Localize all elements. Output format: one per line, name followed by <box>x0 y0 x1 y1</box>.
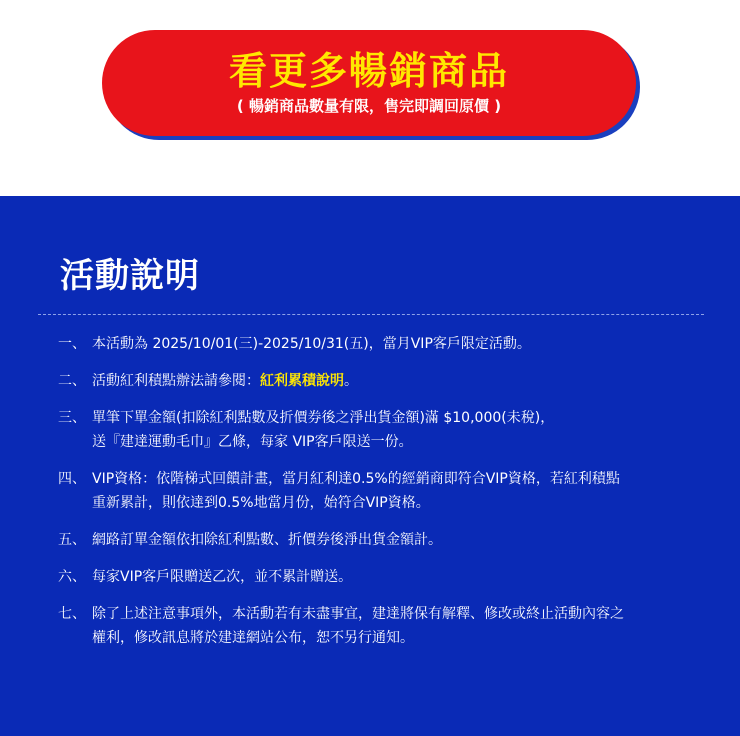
rule-line: 權利，修改訊息將於建達網站公布，恕不另行通知。 <box>92 630 414 646</box>
rule-line: 除了上述注意事項外，本活動若有未盡事宜，建達將保有解釋、修改或終止活動內容之 <box>92 606 624 622</box>
promo-header <box>0 0 740 196</box>
rule-item <box>58 467 698 515</box>
rule-line: 本活動為 2025/10/01(三)-2025/10/31(五)，當月VIP客戶限定活動。 <box>92 336 531 352</box>
rule-text <box>92 332 698 356</box>
rule-number: 五、 <box>58 532 86 548</box>
more-bestsellers-button[interactable] <box>102 30 636 136</box>
rules-list <box>58 332 698 663</box>
event-description-panel <box>0 196 740 736</box>
rule-item <box>58 602 698 650</box>
rule-number: 一、 <box>58 336 86 352</box>
rule-line-text: 活動紅利積點辦法請參閱： <box>92 373 260 389</box>
rule-text <box>92 406 698 454</box>
banner-title: 看更多暢銷商品 <box>228 49 509 93</box>
rule-line: 網路訂單金額依扣除紅利點數、折價券後淨出貨金額計。 <box>92 532 442 548</box>
rule-line: 單筆下單金額(扣除紅利點數及折價券後之淨出貨金額)滿 $10,000(未稅)， <box>92 410 555 426</box>
rule-line: 每家VIP客戶限贈送乙次，並不累計贈送。 <box>92 569 353 585</box>
dashed-divider <box>38 314 704 315</box>
rule-line <box>92 369 698 393</box>
rule-text <box>92 528 698 552</box>
banner-subtitle: ( 暢銷商品數量有限，售完即調回原價 ) <box>236 97 502 115</box>
rule-text <box>92 467 698 515</box>
rule-number: 四、 <box>58 471 86 487</box>
rule-line: 重新累計，則依達到0.5%地當月份，始符合VIP資格。 <box>92 495 430 511</box>
rule-number: 六、 <box>58 569 86 585</box>
rule-item <box>58 406 698 454</box>
rule-item <box>58 528 698 552</box>
rule-number: 七、 <box>58 606 86 622</box>
rule-item <box>58 332 698 356</box>
bonus-accumulation-link[interactable]: 紅利累積說明 <box>260 373 344 389</box>
rule-number: 三、 <box>58 410 86 426</box>
rule-text <box>92 369 698 393</box>
rule-line: 送『建達運動毛巾』乙條，每家 VIP客戶限送一份。 <box>92 434 413 450</box>
rule-line: VIP資格：依階梯式回饋計畫，當月紅利達0.5%的經銷商即符合VIP資格，若紅利積點 <box>92 471 620 487</box>
rule-item <box>58 369 698 393</box>
rule-text <box>92 565 698 589</box>
rule-number: 二、 <box>58 373 86 389</box>
rule-text <box>92 602 698 650</box>
rule-line-end: 。 <box>344 373 358 389</box>
panel-title: 活動說明 <box>60 256 200 296</box>
rule-item <box>58 565 698 589</box>
